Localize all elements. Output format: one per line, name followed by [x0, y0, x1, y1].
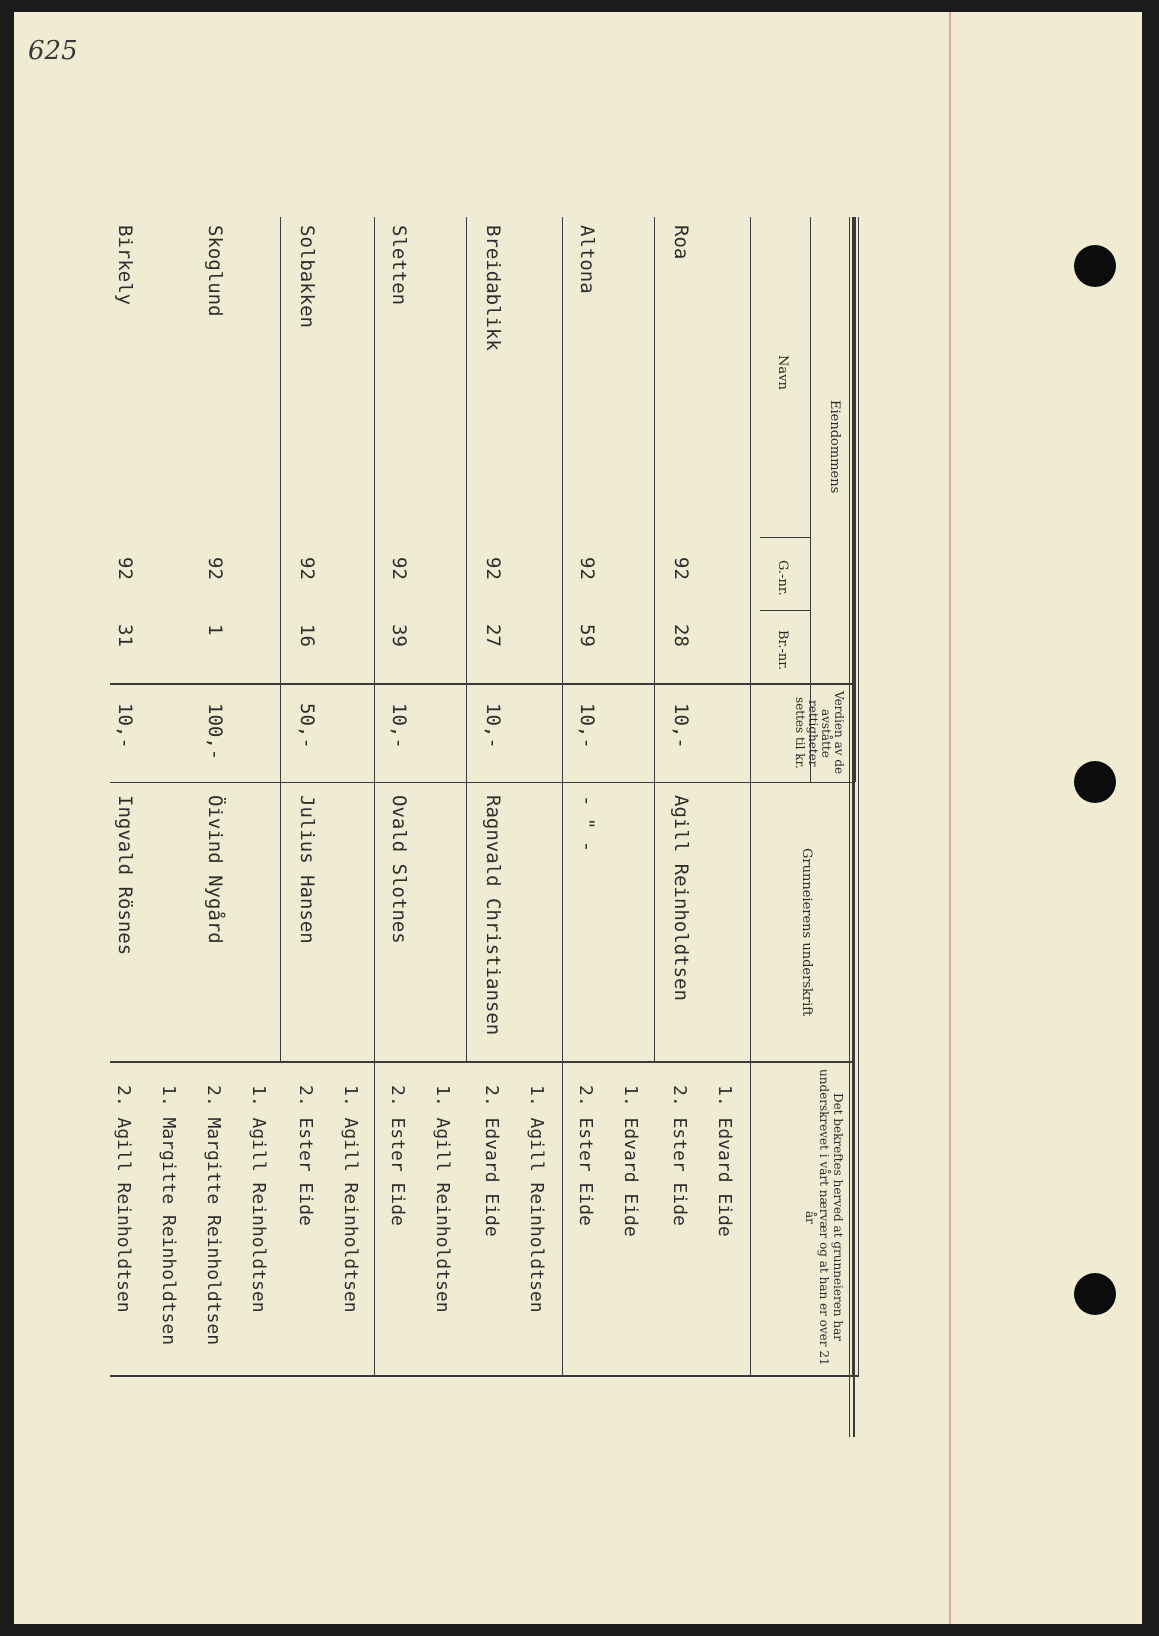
gnr-cell: 92: [296, 557, 318, 580]
table-border: [562, 1061, 563, 1377]
table-border: [760, 537, 810, 538]
bnr-cell: 28: [670, 624, 692, 647]
table-border: [280, 217, 281, 537]
table-border: [562, 537, 563, 1061]
table-border: [852, 217, 854, 1377]
witness-1-cell: 1. Agill Reinholdtsen: [432, 1085, 453, 1313]
table-border: [374, 217, 375, 537]
gnr-column-header: G.-nr.: [775, 560, 790, 596]
witness-1-cell: 1. Agill Reinholdtsen: [248, 1085, 269, 1313]
witness-2-cell: 2. Ester Eide: [295, 1085, 316, 1226]
bnr-cell: 27: [482, 624, 504, 647]
gnr-cell: 92: [204, 557, 226, 580]
punch-hole-icon: [1074, 761, 1116, 803]
value-cell: 10,-: [670, 703, 692, 749]
witness-2-cell: 2. Ester Eide: [575, 1085, 596, 1226]
table-border: [110, 683, 855, 685]
red-margin-line: [949, 12, 951, 1624]
name-column-header: Navn: [775, 354, 790, 390]
gnr-cell: 92: [482, 557, 504, 580]
owner-signature-cell: Öivind Nygård: [204, 795, 226, 944]
owner-signature-header: Grunneierens underskrift: [799, 847, 814, 1017]
bnr-cell: 16: [296, 624, 318, 647]
property-name-cell: Birkely: [114, 225, 136, 306]
owner-signature-cell: Agill Reinholdtsen: [670, 795, 692, 1001]
property-name-cell: Breidablikk: [482, 225, 504, 351]
gnr-cell: 92: [388, 557, 410, 580]
bnr-column-header: Br.-nr.: [775, 629, 790, 671]
value-cell: 10,-: [388, 703, 410, 749]
owner-signature-cell: Julius Hansen: [296, 795, 318, 944]
table-border: [374, 1061, 375, 1377]
gnr-cell: 92: [114, 557, 136, 580]
table-border: [466, 537, 467, 1061]
value-cell: 50,-: [296, 703, 318, 749]
owner-signature-cell: Ingvald Rösnes: [114, 795, 136, 956]
table-border: [654, 217, 655, 537]
witness-header: Det bekreftes herved at grunneieren har underskrevet i vårt nærvær og at han er over 21 år: [803, 1068, 845, 1366]
witness-1-cell: 1. Edvard Eide: [620, 1085, 641, 1237]
value-cell: 10,-: [482, 703, 504, 749]
table-border: [858, 217, 859, 1377]
property-rights-table: [110, 217, 900, 1437]
witness-2-cell: 2. Edvard Eide: [481, 1085, 502, 1237]
gnr-cell: 92: [576, 557, 598, 580]
value-cell: 100,-: [204, 703, 226, 761]
table-border: [849, 217, 850, 1437]
witness-1-cell: 1. Agill Reinholdtsen: [526, 1085, 547, 1313]
value-column-header: Verdien av de avståtte rettigheter settes til kr.: [793, 691, 846, 775]
owner-signature-cell: Ragnvald Christiansen: [482, 795, 504, 1036]
witness-1-cell: 1. Edvard Eide: [714, 1085, 735, 1237]
witness-1-cell: 1. Margitte Reinholdtsen: [158, 1085, 179, 1346]
bnr-cell: 39: [388, 624, 410, 647]
page-number: 625: [28, 36, 78, 66]
punch-hole-icon: [1074, 1273, 1116, 1315]
table-border: [110, 1061, 855, 1063]
property-name-cell: Altona: [576, 225, 598, 294]
table-border: [110, 1375, 859, 1377]
table-border: [750, 217, 751, 537]
witness-1-cell: 1. Agill Reinholdtsen: [340, 1085, 361, 1313]
owner-signature-cell: - " -: [576, 795, 598, 853]
owner-signature-cell: Ovald Slotnes: [388, 795, 410, 944]
table-border: [760, 610, 810, 611]
bnr-cell: 59: [576, 624, 598, 647]
table-border: [750, 537, 751, 1061]
table-border: [854, 217, 856, 782]
table-border: [110, 782, 855, 783]
witness-2-cell: 2. Margitte Reinholdtsen: [203, 1085, 224, 1346]
value-cell: 10,-: [114, 703, 136, 749]
gnr-cell: 92: [670, 557, 692, 580]
property-name-cell: Sletten: [388, 225, 410, 306]
bnr-cell: 1: [204, 624, 226, 636]
property-name-cell: Roa: [670, 225, 692, 260]
property-name-cell: Solbakken: [296, 225, 318, 328]
table-border: [280, 537, 281, 1061]
table-border: [562, 217, 563, 537]
scanned-document-page: [14, 12, 1142, 1624]
bnr-cell: 31: [114, 624, 136, 647]
witness-2-cell: 2. Agill Reinholdtsen: [113, 1085, 134, 1313]
property-name-cell: Skoglund: [204, 225, 226, 317]
punch-hole-icon: [1074, 245, 1116, 287]
value-cell: 10,-: [576, 703, 598, 749]
witness-2-cell: 2. Ester Eide: [669, 1085, 690, 1226]
table-border: [466, 217, 467, 537]
witness-2-cell: 2. Ester Eide: [387, 1085, 408, 1226]
table-border: [654, 537, 655, 1061]
property-group-header: Eiendommens: [827, 400, 842, 494]
table-border: [374, 537, 375, 1061]
